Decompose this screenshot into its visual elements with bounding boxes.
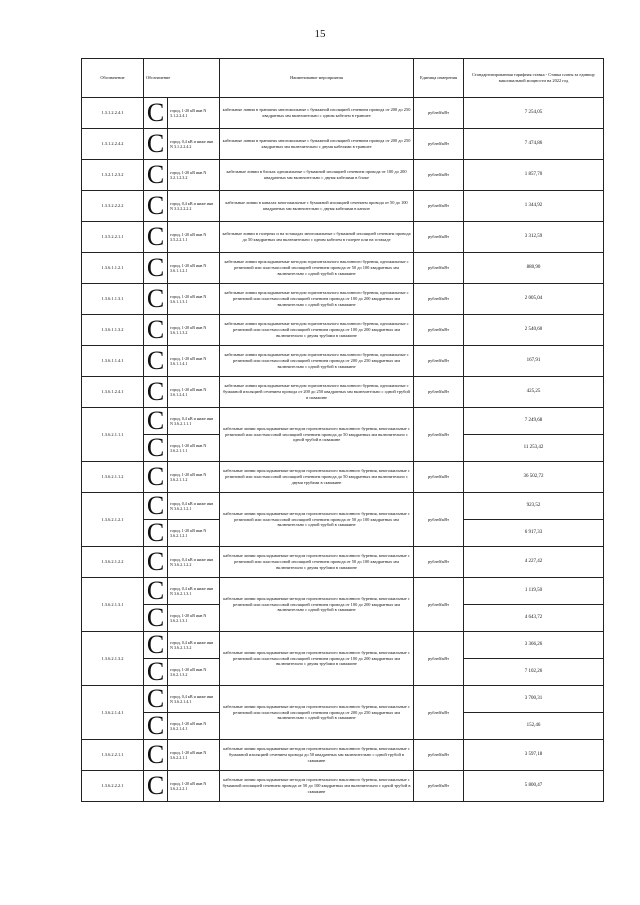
table-row (82, 462, 604, 493)
row-code: 1.3.6.2.1.1.2 (82, 462, 144, 493)
row-name: кабельные линии прокладываемые методом горизонтального наклонного бурения, многожильные с резиновой или пластмассовой изоляцией сечением провода от 100 до 200 квадратных мм включительно с двумя трубами в скважине (220, 632, 414, 686)
c-symbol: С (144, 605, 168, 632)
row-name: кабельные линии прокладываемые методом горизонтального наклонного бурения, многожильные с бумажной изоляцией сечением провода до 50 квадратных мм включительно с одной трубой в скважине (220, 740, 414, 771)
c-symbol: С (144, 578, 168, 605)
row-designation: город, 1-20 кВ инв N 3.6.1.1.3.2 (168, 315, 220, 346)
row-designation: город, 1-20 кВ инв N 3.6.1.1.2.1 (168, 253, 220, 284)
row-rate: 4 227,42 (464, 547, 604, 578)
row-rate: 880,90 (464, 253, 604, 284)
row-designation: город, 0,4 кВ и ниже инв N 3.6.2.1.3.2 (168, 632, 220, 659)
row-rate: 4 643,72 (464, 605, 604, 632)
row-name: кабельные линии прокладываемые методом горизонтального наклонного бурения, многожильные с резиновой или пластмассовой изоляцией сечением провода от 200 до 250 квадратных мм включительно с одной трубой в скважине (220, 686, 414, 740)
row-name: кабельные линии прокладываемые методом горизонтального наклонного бурения, одножильные с бумажной изоляцией сечением провода от 200 до 250 квадратных мм включительно с одной трубой в скважине (220, 377, 414, 408)
c-symbol: С (144, 493, 168, 520)
row-unit: рублей/кВт (414, 346, 464, 377)
table-row (82, 686, 604, 713)
row-code: 1.3.6.2.1.2.1 (82, 493, 144, 547)
row-name: кабельные линии в галереях и на эстакадах многожильные с бумажной изоляцией сечением провода до 50 квадратных мм включительно с одним кабелем в галерее или на эстакаде (220, 222, 414, 253)
row-code: 1.3.1.2.2.4.1 (82, 98, 144, 129)
row-unit: рублей/кВт (414, 462, 464, 493)
table-header-row (82, 59, 604, 98)
row-designation: город, 1-20 кВ инв N 3.6.2.1.4.1 (168, 713, 220, 740)
table-row (82, 632, 604, 659)
c-symbol: С (144, 713, 168, 740)
header-name: Наименование мероприятия (220, 59, 414, 98)
row-rate: 923,52 (464, 493, 604, 520)
table-row (82, 160, 604, 191)
row-rate: 7 254,05 (464, 98, 604, 129)
row-unit: рублей/кВт (414, 284, 464, 315)
row-rate: 36 502,72 (464, 462, 604, 493)
row-code: 1.3.1.2.2.4.2 (82, 129, 144, 160)
row-designation: город, 1-20 кВ инв N 3.6.2.1.2.1 (168, 520, 220, 547)
row-unit: рублей/кВт (414, 253, 464, 284)
c-symbol: С (144, 377, 168, 408)
c-symbol: С (144, 771, 168, 802)
row-designation: город, 1-20 кВ инв N 3.6.1.2.4.1 (168, 377, 220, 408)
row-designation: город, 1-20 кВ инв N 3.6.2.2.2.1 (168, 771, 220, 802)
table-row (82, 191, 604, 222)
row-name: кабельные линии в траншеях многожильные с бумажной изоляцией сечением провода от 200 до 250 квадратных мм включительно с одним кабелем в траншее (220, 98, 414, 129)
table-row (82, 377, 604, 408)
row-designation: город, 1-20 кВ инв N 3.5.2.2.1.1 (168, 222, 220, 253)
row-designation: город, 0,4 кВ и ниже инв N 3.6.2.1.2.1 (168, 493, 220, 520)
row-name: кабельные линии прокладываемые методом горизонтального наклонного бурения, многожильные с резиновой или пластмассовой изоляцией сечением провода от 100 до 200 квадратных мм включительно с одной трубой в скважине (220, 578, 414, 632)
c-symbol: С (144, 435, 168, 462)
row-unit: рублей/кВт (414, 632, 464, 686)
table-row (82, 315, 604, 346)
row-code: 1.3.6.2.1.4.1 (82, 686, 144, 740)
row-rate: 167,91 (464, 346, 604, 377)
row-name: кабельные линии в каналах многожильные с бумажной изоляцией сечением провода от 50 до 100 квадратных мм включительно с двумя кабелями в канале (220, 191, 414, 222)
c-symbol: С (144, 408, 168, 435)
row-unit: рублей/кВт (414, 686, 464, 740)
row-designation: город, 1-20 кВ инв N 3.6.2.1.3.1 (168, 605, 220, 632)
c-symbol: С (144, 191, 168, 222)
row-name: кабельные линии прокладываемые методом горизонтального наклонного бурения, одножильные с резиновой или пластмассовой изоляцией сечением провода от 200 до 250 квадратных мм включительно с одной трубой в скважине (220, 346, 414, 377)
c-symbol: С (144, 129, 168, 160)
table-row (82, 253, 604, 284)
header-unit: Единица измерения (414, 59, 464, 98)
header-rate: Стандартизированная тарифная ставка - Ставка платы за единицу максимальной мощности на 2022 год (464, 59, 604, 98)
row-rate: 1 857,70 (464, 160, 604, 191)
row-code: 1.3.6.2.1.2.2 (82, 547, 144, 578)
table-row (82, 547, 604, 578)
row-name: кабельные линии прокладываемые методом горизонтального наклонного бурения, многожильные с резиновой или пластмассовой изоляцией сечением провода от 50 до 100 квадратных мм включительно с двумя трубами в скважине (220, 547, 414, 578)
c-symbol: С (144, 346, 168, 377)
row-code: 1.3.6.2.1.3.1 (82, 578, 144, 632)
row-code: 1.3.2.1.2.3.2 (82, 160, 144, 191)
row-designation: город, 0,4 кВ и ниже инв N 3.6.2.1.3.1 (168, 578, 220, 605)
row-designation: город, 0,4 кВ и ниже инв N 3.6.2.1.4.1 (168, 686, 220, 713)
row-rate: 3 312,59 (464, 222, 604, 253)
row-unit: рублей/кВт (414, 377, 464, 408)
c-symbol: С (144, 253, 168, 284)
row-rate: 11 253,42 (464, 435, 604, 462)
c-symbol: С (144, 547, 168, 578)
row-designation: город, 1-20 кВ инв N 3.1.2.2.4.1 (168, 98, 220, 129)
row-code: 1.3.6.1.1.2.1 (82, 253, 144, 284)
row-designation: город, 0,4 кВ и ниже инв N 3.1.2.2.4.2 (168, 129, 220, 160)
row-designation: город, 0,4 кВ и ниже инв N 3.6.2.1.2.2 (168, 547, 220, 578)
row-rate: 7 249,68 (464, 408, 604, 435)
row-designation: город, 1-20 кВ инв N 3.6.2.1.3.2 (168, 659, 220, 686)
row-designation: город, 1-20 кВ инв N 3.6.1.1.3.1 (168, 284, 220, 315)
table-row (82, 222, 604, 253)
row-name: кабельные линии прокладываемые методом горизонтального наклонного бурения, многожильные с резиновой или пластмассовой изоляцией сечением провода до 50 квадратных мм включительно с двумя трубами в скважине (220, 462, 414, 493)
table-row (82, 284, 604, 315)
header-designation: Обозначение (144, 59, 220, 98)
row-rate: 3 366,26 (464, 632, 604, 659)
row-code: 1.3.6.2.2.1.1 (82, 740, 144, 771)
table-row (82, 740, 604, 771)
row-code: 1.3.6.1.1.3.2 (82, 315, 144, 346)
table-row (82, 493, 604, 520)
row-code: 1.3.6.2.1.1.1 (82, 408, 144, 462)
row-code: 1.3.5.2.2.1.1 (82, 222, 144, 253)
row-name: кабельные линии прокладываемые методом горизонтального наклонного бурения, одножильные с резиновой или пластмассовой изоляцией сечением провода от 100 до 200 квадратных мм включительно с одной трубой в скважине (220, 284, 414, 315)
row-unit: рублей/кВт (414, 547, 464, 578)
row-designation: город, 1-20 кВ инв N 3.6.2.1.1.2 (168, 462, 220, 493)
c-symbol: С (144, 284, 168, 315)
c-symbol: С (144, 160, 168, 191)
table-row (82, 346, 604, 377)
c-symbol: С (144, 222, 168, 253)
tariff-table (81, 58, 604, 802)
row-designation: город, 0,4 кВ и ниже инв N 3.3.2.2.2.2 (168, 191, 220, 222)
row-code: 1.3.6.1.2.4.1 (82, 377, 144, 408)
row-unit: рублей/кВт (414, 408, 464, 462)
row-designation: город, 1-20 кВ инв N 3.6.1.1.4.1 (168, 346, 220, 377)
c-symbol: С (144, 686, 168, 713)
row-rate: 3 597,18 (464, 740, 604, 771)
table-row (82, 771, 604, 802)
row-code: 1.3.6.1.1.4.1 (82, 346, 144, 377)
row-designation: город, 1-20 кВ инв N 3.6.2.1.1.1 (168, 435, 220, 462)
table-row (82, 98, 604, 129)
row-code: 1.3.3.2.2.2.2 (82, 191, 144, 222)
row-name: кабельные линии прокладываемые методом горизонтального наклонного бурения, многожильные с резиновой или пластмассовой изоляцией сечением провода до 50 квадратных мм включительно с одной трубой в скважине (220, 408, 414, 462)
c-symbol: С (144, 520, 168, 547)
row-unit: рублей/кВт (414, 493, 464, 547)
row-unit: рублей/кВт (414, 129, 464, 160)
row-rate: 7 102,26 (464, 659, 604, 686)
row-name: кабельные линии в траншеях многожильные с бумажной изоляцией сечением провода от 200 до 250 квадратных мм включительно с двумя кабелями в траншее (220, 129, 414, 160)
row-rate: 3 700,31 (464, 686, 604, 713)
table-row (82, 129, 604, 160)
c-symbol: С (144, 632, 168, 659)
row-name: кабельные линии прокладываемые методом горизонтального наклонного бурения, одножильные с резиновой или пластмассовой изоляцией сечением провода от 50 до 100 квадратных мм включительно с одной трубой в скважине (220, 253, 414, 284)
row-rate: 5 800,47 (464, 771, 604, 802)
row-designation: город, 0,4 кВ и ниже инв N 3.6.2.1.1.1 (168, 408, 220, 435)
row-rate: 1 119,50 (464, 578, 604, 605)
row-unit: рублей/кВт (414, 771, 464, 802)
c-symbol: С (144, 462, 168, 493)
row-designation: город, 1-20 кВ инв N 3.6.2.2.1.1 (168, 740, 220, 771)
row-designation: город, 1-20 кВ инв N 3.2.1.2.3.2 (168, 160, 220, 191)
c-symbol: С (144, 98, 168, 129)
c-symbol: С (144, 315, 168, 346)
row-code: 1.3.6.1.1.3.1 (82, 284, 144, 315)
row-unit: рублей/кВт (414, 315, 464, 346)
row-name: кабельные линии прокладываемые методом горизонтального наклонного бурения, многожильные с резиновой или пластмассовой изоляцией сечением провода от 50 до 100 квадратных мм включительно с одной трубой в скважине (220, 493, 414, 547)
row-unit: рублей/кВт (414, 740, 464, 771)
row-unit: рублей/кВт (414, 98, 464, 129)
c-symbol: С (144, 740, 168, 771)
row-rate: 2 005,04 (464, 284, 604, 315)
row-name: кабельные линии прокладываемые методом горизонтального наклонного бурения, многожильные с бумажной изоляцией сечением провода от 50 до 100 квадратных мм включительно с одной трубой в скважине (220, 771, 414, 802)
row-unit: рублей/кВт (414, 578, 464, 632)
row-code: 1.3.6.2.1.3.2 (82, 632, 144, 686)
row-rate: 152,46 (464, 713, 604, 740)
page-number: 15 (314, 28, 326, 40)
c-symbol: С (144, 659, 168, 686)
row-rate: 1 344,92 (464, 191, 604, 222)
header-code: Обозначение (82, 59, 144, 98)
row-unit: рублей/кВт (414, 222, 464, 253)
table-row (82, 408, 604, 435)
row-rate: 6 917,33 (464, 520, 604, 547)
row-code: 1.3.6.2.2.2.1 (82, 771, 144, 802)
row-rate: 2 540,60 (464, 315, 604, 346)
row-rate: 425,25 (464, 377, 604, 408)
row-name: кабельные линии прокладываемые методом горизонтального наклонного бурения, одножильные с резиновой или пластмассовой изоляцией сечением провода от 100 до 200 квадратных мм включительно с двумя трубами в скважине (220, 315, 414, 346)
row-unit: рублей/кВт (414, 191, 464, 222)
row-rate: 7 474,86 (464, 129, 604, 160)
table-row (82, 578, 604, 605)
row-name: кабельные линии в блоках одножильные с бумажной изоляцией сечением провода от 100 до 200 квадратных мм включительно с двумя кабелями в блоке (220, 160, 414, 191)
row-unit: рублей/кВт (414, 160, 464, 191)
